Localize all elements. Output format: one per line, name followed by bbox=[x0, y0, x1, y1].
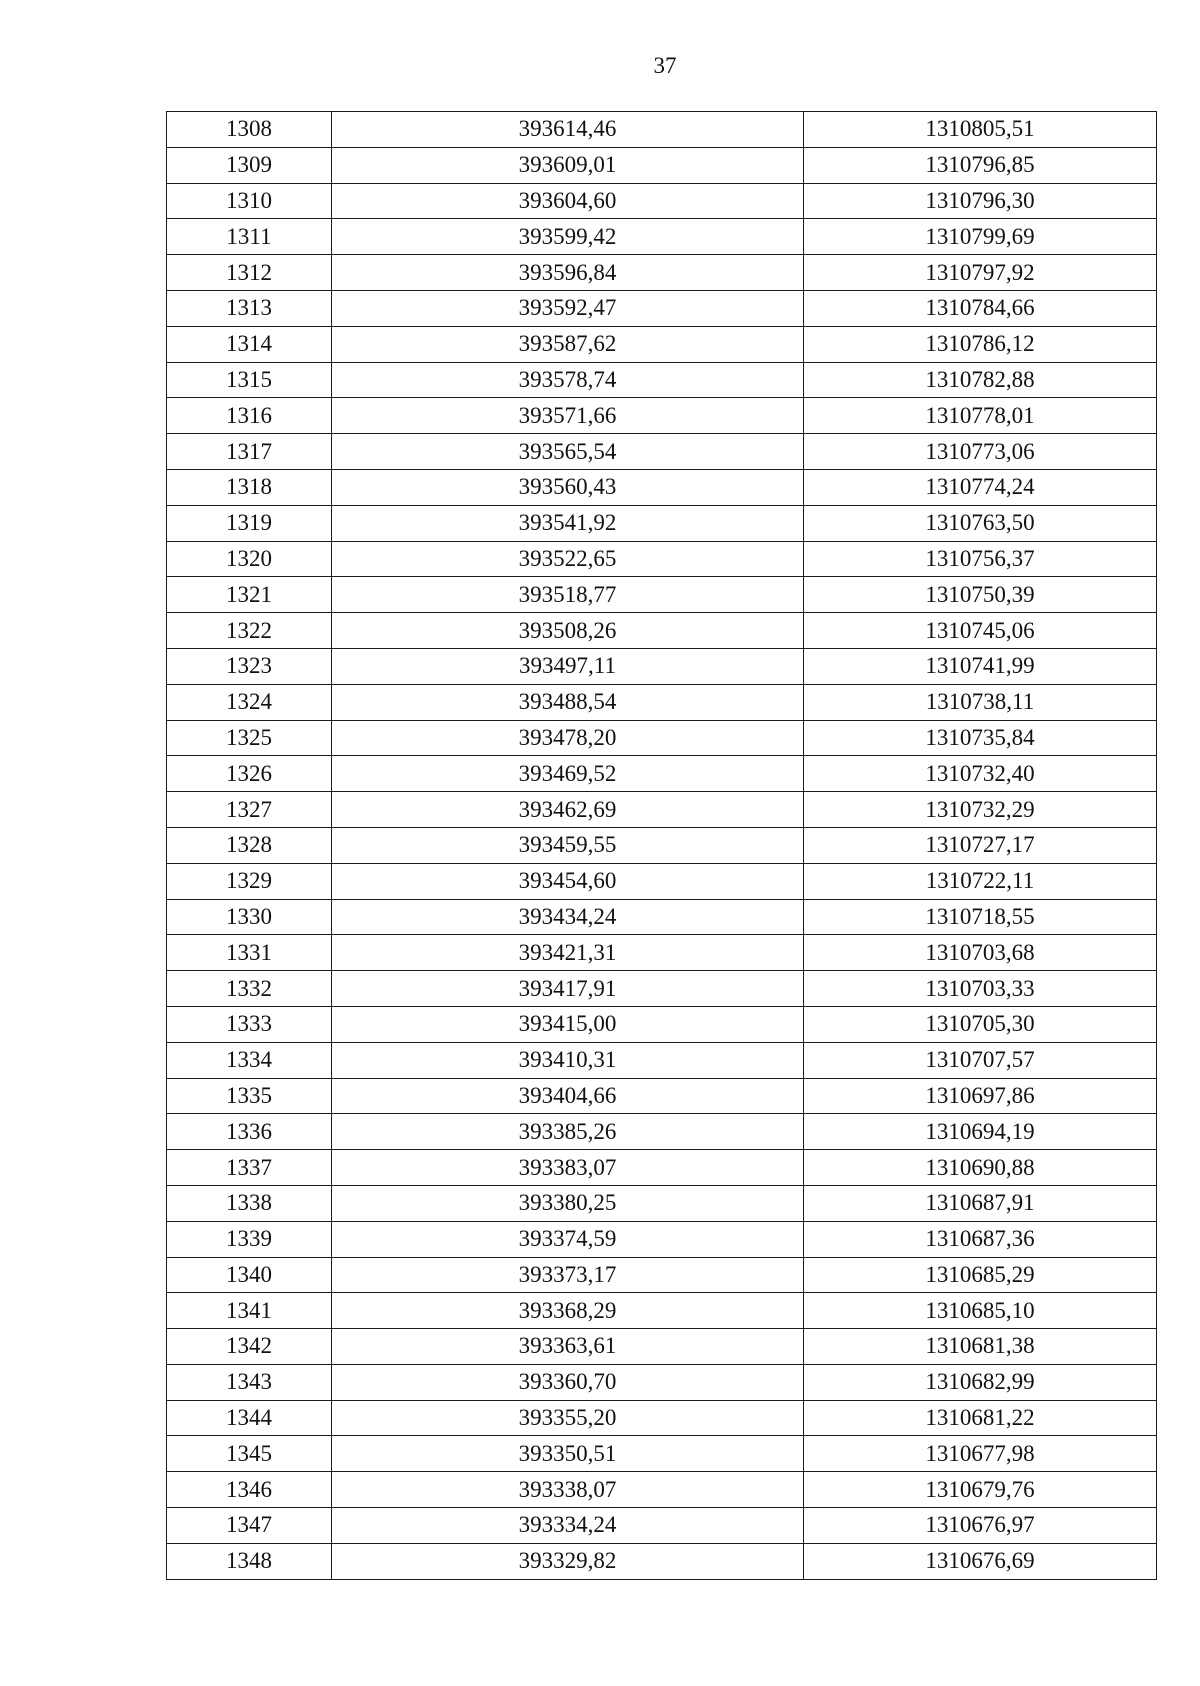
table-row bbox=[167, 1508, 1157, 1544]
point-number-cell: 1314 bbox=[167, 326, 332, 362]
point-number-cell: 1326 bbox=[167, 756, 332, 792]
x-coordinate-cell: 393565,54 bbox=[332, 434, 804, 470]
table-row bbox=[167, 112, 1157, 148]
y-coordinate-cell: 1310763,50 bbox=[804, 505, 1157, 541]
point-number-cell: 1324 bbox=[167, 684, 332, 720]
point-number-cell: 1327 bbox=[167, 792, 332, 828]
point-number-cell: 1344 bbox=[167, 1400, 332, 1436]
y-coordinate-cell: 1310799,69 bbox=[804, 219, 1157, 255]
point-number-cell: 1346 bbox=[167, 1472, 332, 1508]
point-number-cell: 1316 bbox=[167, 398, 332, 434]
y-coordinate-cell: 1310774,24 bbox=[804, 469, 1157, 505]
y-coordinate-cell: 1310745,06 bbox=[804, 613, 1157, 649]
table-row bbox=[167, 1078, 1157, 1114]
y-coordinate-cell: 1310705,30 bbox=[804, 1006, 1157, 1042]
table-row bbox=[167, 720, 1157, 756]
y-coordinate-cell: 1310797,92 bbox=[804, 255, 1157, 291]
point-number-cell: 1338 bbox=[167, 1185, 332, 1221]
point-number-cell: 1320 bbox=[167, 541, 332, 577]
x-coordinate-cell: 393469,52 bbox=[332, 756, 804, 792]
point-number-cell: 1342 bbox=[167, 1329, 332, 1365]
table-row bbox=[167, 827, 1157, 863]
x-coordinate-cell: 393410,31 bbox=[332, 1042, 804, 1078]
table-row bbox=[167, 434, 1157, 470]
x-coordinate-cell: 393462,69 bbox=[332, 792, 804, 828]
x-coordinate-cell: 393415,00 bbox=[332, 1006, 804, 1042]
y-coordinate-cell: 1310805,51 bbox=[804, 112, 1157, 148]
y-coordinate-cell: 1310756,37 bbox=[804, 541, 1157, 577]
y-coordinate-cell: 1310732,40 bbox=[804, 756, 1157, 792]
y-coordinate-cell: 1310685,10 bbox=[804, 1293, 1157, 1329]
table-row bbox=[167, 1329, 1157, 1365]
x-coordinate-cell: 393404,66 bbox=[332, 1078, 804, 1114]
x-coordinate-cell: 393459,55 bbox=[332, 827, 804, 863]
table-row bbox=[167, 756, 1157, 792]
point-number-cell: 1319 bbox=[167, 505, 332, 541]
table-row bbox=[167, 792, 1157, 828]
point-number-cell: 1310 bbox=[167, 183, 332, 219]
x-coordinate-cell: 393518,77 bbox=[332, 577, 804, 613]
table-row bbox=[167, 1221, 1157, 1257]
x-coordinate-cell: 393363,61 bbox=[332, 1329, 804, 1365]
point-number-cell: 1308 bbox=[167, 112, 332, 148]
table-row bbox=[167, 362, 1157, 398]
x-coordinate-cell: 393421,31 bbox=[332, 935, 804, 971]
page-number: 37 bbox=[653, 53, 677, 78]
point-number-cell: 1322 bbox=[167, 613, 332, 649]
point-number-cell: 1315 bbox=[167, 362, 332, 398]
y-coordinate-cell: 1310738,11 bbox=[804, 684, 1157, 720]
table-row bbox=[167, 1472, 1157, 1508]
y-coordinate-cell: 1310694,19 bbox=[804, 1114, 1157, 1150]
point-number-cell: 1313 bbox=[167, 290, 332, 326]
point-number-cell: 1330 bbox=[167, 899, 332, 935]
y-coordinate-cell: 1310778,01 bbox=[804, 398, 1157, 434]
x-coordinate-cell: 393592,47 bbox=[332, 290, 804, 326]
table-row bbox=[167, 1185, 1157, 1221]
y-coordinate-cell: 1310681,38 bbox=[804, 1329, 1157, 1365]
x-coordinate-cell: 393417,91 bbox=[332, 971, 804, 1007]
x-coordinate-cell: 393596,84 bbox=[332, 255, 804, 291]
table-row bbox=[167, 1150, 1157, 1186]
y-coordinate-cell: 1310687,91 bbox=[804, 1185, 1157, 1221]
y-coordinate-cell: 1310741,99 bbox=[804, 648, 1157, 684]
y-coordinate-cell: 1310676,97 bbox=[804, 1508, 1157, 1544]
point-number-cell: 1335 bbox=[167, 1078, 332, 1114]
point-number-cell: 1311 bbox=[167, 219, 332, 255]
y-coordinate-cell: 1310727,17 bbox=[804, 827, 1157, 863]
point-number-cell: 1341 bbox=[167, 1293, 332, 1329]
x-coordinate-cell: 393508,26 bbox=[332, 613, 804, 649]
point-number-cell: 1331 bbox=[167, 935, 332, 971]
table-row bbox=[167, 1364, 1157, 1400]
table-row bbox=[167, 219, 1157, 255]
x-coordinate-cell: 393587,62 bbox=[332, 326, 804, 362]
x-coordinate-cell: 393571,66 bbox=[332, 398, 804, 434]
point-number-cell: 1317 bbox=[167, 434, 332, 470]
x-coordinate-cell: 393373,17 bbox=[332, 1257, 804, 1293]
table-row bbox=[167, 1436, 1157, 1472]
table-row bbox=[167, 1293, 1157, 1329]
table-row bbox=[167, 398, 1157, 434]
y-coordinate-cell: 1310786,12 bbox=[804, 326, 1157, 362]
y-coordinate-cell: 1310773,06 bbox=[804, 434, 1157, 470]
x-coordinate-cell: 393350,51 bbox=[332, 1436, 804, 1472]
x-coordinate-cell: 393560,43 bbox=[332, 469, 804, 505]
y-coordinate-cell: 1310703,68 bbox=[804, 935, 1157, 971]
table-row bbox=[167, 1114, 1157, 1150]
x-coordinate-cell: 393383,07 bbox=[332, 1150, 804, 1186]
x-coordinate-cell: 393578,74 bbox=[332, 362, 804, 398]
point-number-cell: 1318 bbox=[167, 469, 332, 505]
table-row bbox=[167, 290, 1157, 326]
y-coordinate-cell: 1310796,85 bbox=[804, 147, 1157, 183]
table-row bbox=[167, 1042, 1157, 1078]
x-coordinate-cell: 393434,24 bbox=[332, 899, 804, 935]
y-coordinate-cell: 1310718,55 bbox=[804, 899, 1157, 935]
table-row bbox=[167, 147, 1157, 183]
y-coordinate-cell: 1310707,57 bbox=[804, 1042, 1157, 1078]
x-coordinate-cell: 393380,25 bbox=[332, 1185, 804, 1221]
table-row bbox=[167, 255, 1157, 291]
y-coordinate-cell: 1310679,76 bbox=[804, 1472, 1157, 1508]
table-row bbox=[167, 863, 1157, 899]
table-row bbox=[167, 899, 1157, 935]
table-row bbox=[167, 1257, 1157, 1293]
y-coordinate-cell: 1310796,30 bbox=[804, 183, 1157, 219]
x-coordinate-cell: 393454,60 bbox=[332, 863, 804, 899]
table-row bbox=[167, 648, 1157, 684]
x-coordinate-cell: 393368,29 bbox=[332, 1293, 804, 1329]
table-row bbox=[167, 577, 1157, 613]
point-number-cell: 1333 bbox=[167, 1006, 332, 1042]
x-coordinate-cell: 393374,59 bbox=[332, 1221, 804, 1257]
point-number-cell: 1347 bbox=[167, 1508, 332, 1544]
point-number-cell: 1343 bbox=[167, 1364, 332, 1400]
y-coordinate-cell: 1310676,69 bbox=[804, 1543, 1157, 1579]
table-row bbox=[167, 183, 1157, 219]
x-coordinate-cell: 393478,20 bbox=[332, 720, 804, 756]
y-coordinate-cell: 1310682,99 bbox=[804, 1364, 1157, 1400]
point-number-cell: 1339 bbox=[167, 1221, 332, 1257]
point-number-cell: 1334 bbox=[167, 1042, 332, 1078]
point-number-cell: 1323 bbox=[167, 648, 332, 684]
y-coordinate-cell: 1310690,88 bbox=[804, 1150, 1157, 1186]
table-row bbox=[167, 469, 1157, 505]
table-row bbox=[167, 1006, 1157, 1042]
x-coordinate-cell: 393355,20 bbox=[332, 1400, 804, 1436]
x-coordinate-cell: 393488,54 bbox=[332, 684, 804, 720]
point-number-cell: 1336 bbox=[167, 1114, 332, 1150]
point-number-cell: 1332 bbox=[167, 971, 332, 1007]
point-number-cell: 1312 bbox=[167, 255, 332, 291]
table-row bbox=[167, 971, 1157, 1007]
y-coordinate-cell: 1310782,88 bbox=[804, 362, 1157, 398]
point-number-cell: 1345 bbox=[167, 1436, 332, 1472]
x-coordinate-cell: 393385,26 bbox=[332, 1114, 804, 1150]
y-coordinate-cell: 1310735,84 bbox=[804, 720, 1157, 756]
x-coordinate-cell: 393599,42 bbox=[332, 219, 804, 255]
y-coordinate-cell: 1310677,98 bbox=[804, 1436, 1157, 1472]
y-coordinate-cell: 1310732,29 bbox=[804, 792, 1157, 828]
x-coordinate-cell: 393522,65 bbox=[332, 541, 804, 577]
point-number-cell: 1329 bbox=[167, 863, 332, 899]
table-row bbox=[167, 1543, 1157, 1579]
coordinates-table-body bbox=[167, 112, 1157, 1580]
x-coordinate-cell: 393604,60 bbox=[332, 183, 804, 219]
point-number-cell: 1337 bbox=[167, 1150, 332, 1186]
x-coordinate-cell: 393541,92 bbox=[332, 505, 804, 541]
y-coordinate-cell: 1310697,86 bbox=[804, 1078, 1157, 1114]
y-coordinate-cell: 1310687,36 bbox=[804, 1221, 1157, 1257]
x-coordinate-cell: 393609,01 bbox=[332, 147, 804, 183]
y-coordinate-cell: 1310681,22 bbox=[804, 1400, 1157, 1436]
coordinates-table bbox=[166, 111, 1157, 1580]
table-row bbox=[167, 326, 1157, 362]
y-coordinate-cell: 1310784,66 bbox=[804, 290, 1157, 326]
point-number-cell: 1348 bbox=[167, 1543, 332, 1579]
y-coordinate-cell: 1310722,11 bbox=[804, 863, 1157, 899]
y-coordinate-cell: 1310703,33 bbox=[804, 971, 1157, 1007]
x-coordinate-cell: 393329,82 bbox=[332, 1543, 804, 1579]
x-coordinate-cell: 393497,11 bbox=[332, 648, 804, 684]
x-coordinate-cell: 393614,46 bbox=[332, 112, 804, 148]
table-row bbox=[167, 935, 1157, 971]
table-row bbox=[167, 613, 1157, 649]
table-row bbox=[167, 684, 1157, 720]
point-number-cell: 1309 bbox=[167, 147, 332, 183]
point-number-cell: 1328 bbox=[167, 827, 332, 863]
table-row bbox=[167, 541, 1157, 577]
y-coordinate-cell: 1310685,29 bbox=[804, 1257, 1157, 1293]
point-number-cell: 1321 bbox=[167, 577, 332, 613]
table-row bbox=[167, 1400, 1157, 1436]
point-number-cell: 1325 bbox=[167, 720, 332, 756]
x-coordinate-cell: 393360,70 bbox=[332, 1364, 804, 1400]
y-coordinate-cell: 1310750,39 bbox=[804, 577, 1157, 613]
x-coordinate-cell: 393338,07 bbox=[332, 1472, 804, 1508]
x-coordinate-cell: 393334,24 bbox=[332, 1508, 804, 1544]
table-row bbox=[167, 505, 1157, 541]
point-number-cell: 1340 bbox=[167, 1257, 332, 1293]
